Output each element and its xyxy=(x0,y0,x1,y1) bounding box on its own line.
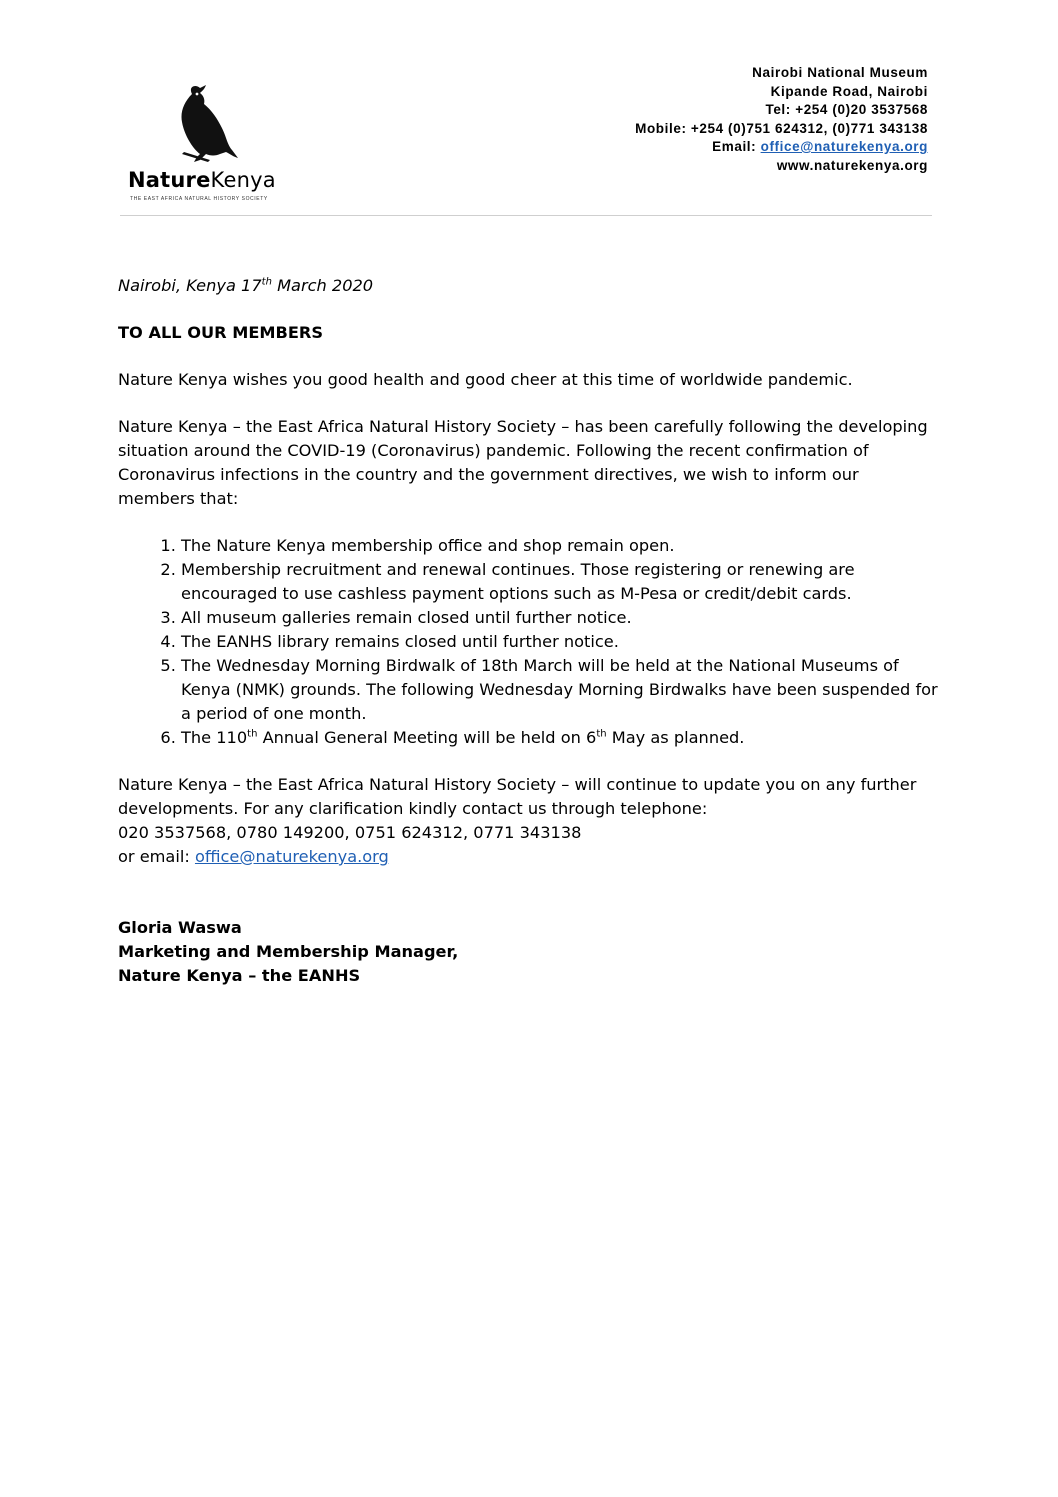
header-divider xyxy=(120,215,932,216)
notice-list xyxy=(118,534,938,750)
address-line: Kipande Road, Nairobi xyxy=(770,83,928,99)
list-item: 4. The EANHS library remains closed until further notice. xyxy=(181,630,938,654)
brand-wordmark: NatureKenya xyxy=(128,168,276,192)
signatory-organization: Nature Kenya – the EANHS xyxy=(118,966,361,985)
address-line: Nairobi National Museum xyxy=(752,65,928,80)
signatory-name: Gloria Waswa xyxy=(118,918,242,937)
letter-heading: TO ALL OUR MEMBERS xyxy=(118,323,324,342)
closing-paragraph: Nature Kenya – the East Africa Natural History Society – will continue to update you on any further developments. For any clarification kindly contact us through telephone: 020 3537568, 0780 149200, 0751 624312, 0771 343138 or email: office@naturekenya.org xyxy=(118,773,938,869)
list-item: 1. The Nature Kenya membership office and shop remain open. xyxy=(181,534,938,558)
letter-body xyxy=(118,274,938,988)
list-item: 3. All museum galleries remain closed until further notice. xyxy=(181,606,938,630)
signatory-title: Marketing and Membership Manager, xyxy=(118,942,459,961)
body-email-link[interactable]: office@naturekenya.org xyxy=(194,847,389,866)
list-item: 2. Membership recruitment and renewal continues. Those registering or renewing are encouraged to use cashless payment options such as M-Pesa or credit/debit cards. xyxy=(181,558,938,606)
email-line: Email: office@naturekenya.org xyxy=(712,139,928,154)
phone-numbers: 020 3537568, 0780 149200, 0751 624312, 0771 343138 xyxy=(118,823,582,842)
situation-paragraph: Nature Kenya – the East Africa Natural History Society – has been carefully following the developing situation around the COVID-19 (Coronavirus) pandemic. Following the recent confirmation of Coronavirus infections in the country and the government directives, we wish to inform our members that: xyxy=(118,417,928,508)
contact-block xyxy=(635,64,928,175)
header-email-link[interactable]: office@naturekenya.org xyxy=(760,139,928,154)
nature-kenya-logo xyxy=(126,82,296,206)
list-item: 6. The 110th Annual General Meeting will be held on 6th May as planned. xyxy=(181,726,938,750)
closing-email-line: or email: office@naturekenya.org xyxy=(118,847,389,866)
website-line: www.naturekenya.org xyxy=(776,157,928,173)
mobile-line: Mobile: +254 (0)751 624312, (0)771 343138 xyxy=(635,120,928,136)
telephone-line: Tel: +254 (0)20 3537568 xyxy=(765,102,928,117)
intro-paragraph: Nature Kenya wishes you good health and good cheer at this time of worldwide pandemic. xyxy=(118,370,853,389)
brand-tagline: THE EAST AFRICA NATURAL HISTORY SOCIETY xyxy=(130,196,268,202)
bird-icon xyxy=(170,82,250,168)
letter-date: Nairobi, Kenya 17th March 2020 xyxy=(118,276,374,295)
list-item: 5. The Wednesday Morning Birdwalk of 18th March will be held at the National Museums of Kenya (NMK) grounds. The following Wednesday Morning Birdwalks have been suspended for a period of one month. xyxy=(181,654,938,726)
signature-block xyxy=(118,916,938,988)
